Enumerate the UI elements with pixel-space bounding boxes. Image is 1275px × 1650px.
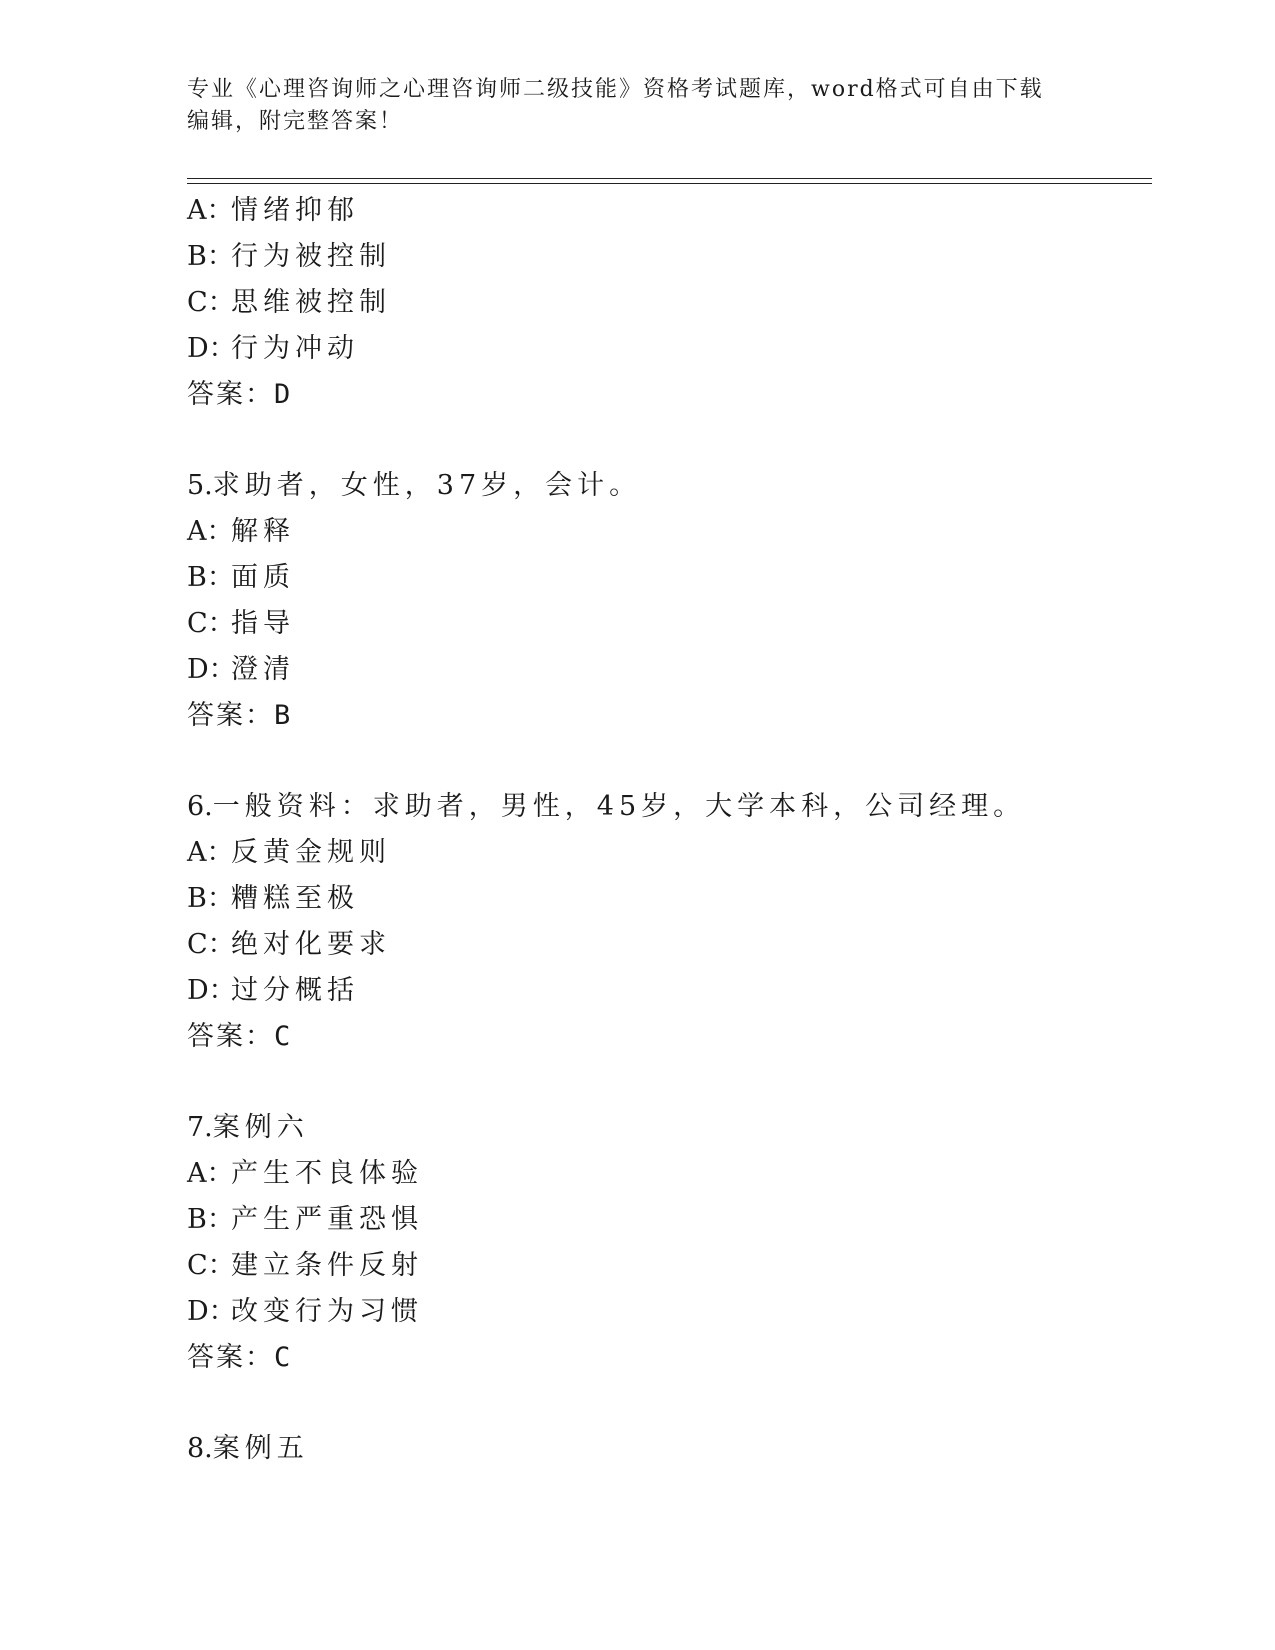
option-text: 澄清 [231,654,295,685]
spacer [187,739,1147,784]
spacer [187,1381,1147,1426]
option-text: 面质 [231,562,295,593]
option-letter: C： [187,929,235,960]
option-letter: A： [187,195,234,226]
document-header [187,74,1067,138]
question-number: 8. [187,1433,213,1464]
option-a [187,1151,1147,1197]
question-text: 案例五 [212,1433,309,1464]
option-c [187,280,1147,326]
option-c [187,1243,1147,1289]
option-b [187,1197,1147,1243]
answer-label: 答案： [187,1342,274,1373]
answer-line [187,693,1147,739]
question-6 [187,784,1147,1060]
option-letter: A： [187,1158,234,1189]
question-text: 求助者，女性，37岁，会计。 [212,470,642,501]
question-5 [187,463,1147,739]
header-divider-bottom [187,183,1152,184]
spacer [187,1060,1147,1105]
answer-value: D [274,379,293,410]
option-c [187,601,1147,647]
answer-line [187,1014,1147,1060]
option-letter: A： [187,516,234,547]
answer-label: 答案： [187,379,274,410]
question-title [187,463,1147,509]
answer-line [187,372,1147,418]
spacer [187,418,1147,463]
option-letter: C： [187,608,235,639]
option-text: 产生不良体验 [231,1158,423,1189]
header-line-2: 编辑，附完整答案！ [187,109,404,134]
option-a [187,830,1147,876]
option-text: 反黄金规则 [231,837,391,868]
option-letter: B： [187,241,234,272]
question-list [187,188,1147,1472]
option-letter: B： [187,1204,234,1235]
option-d [187,647,1147,693]
option-text: 绝对化要求 [231,929,391,960]
option-text: 过分概括 [231,975,359,1006]
question-number: 6. [187,791,213,822]
option-text: 情绪抑郁 [231,195,359,226]
option-letter: B： [187,883,234,914]
question-title [187,1105,1147,1151]
question-title [187,784,1147,830]
option-text: 改变行为习惯 [231,1296,423,1327]
option-letter: D： [187,1296,236,1327]
option-text: 思维被控制 [231,287,391,318]
answer-value: C [274,1342,293,1373]
question-8 [187,1426,1147,1472]
option-text: 产生严重恐惧 [231,1204,423,1235]
option-b [187,876,1147,922]
question-title [187,1426,1147,1472]
answer-label: 答案： [187,700,274,731]
option-letter: D： [187,975,236,1006]
question-text: 一般资料：求助者，男性，45岁，大学本科，公司经理。 [212,791,1026,822]
header-divider-top [187,178,1152,179]
option-text: 行为被控制 [231,241,391,272]
option-text: 糟糕至极 [231,883,359,914]
option-b [187,555,1147,601]
option-letter: C： [187,287,235,318]
option-d [187,326,1147,372]
option-text: 解释 [231,516,295,547]
question-number: 7. [187,1112,213,1143]
question-text: 案例六 [212,1112,309,1143]
answer-value: B [274,700,293,731]
option-c [187,922,1147,968]
option-letter: C： [187,1250,235,1281]
question-continued [187,188,1147,418]
option-letter: D： [187,654,236,685]
option-letter: A： [187,837,234,868]
header-line-1: 专业《心理咨询师之心理咨询师二级技能》资格考试题库，word格式可自由下载 [187,77,1044,102]
option-a [187,509,1147,555]
option-d [187,1289,1147,1335]
option-d [187,968,1147,1014]
question-number: 5. [187,470,213,501]
option-text: 指导 [231,608,295,639]
option-text: 建立条件反射 [231,1250,423,1281]
option-a [187,188,1147,234]
option-text: 行为冲动 [231,333,359,364]
question-7 [187,1105,1147,1381]
answer-line [187,1335,1147,1381]
option-b [187,234,1147,280]
answer-value: C [274,1021,293,1052]
option-letter: D： [187,333,236,364]
option-letter: B： [187,562,234,593]
answer-label: 答案： [187,1021,274,1052]
